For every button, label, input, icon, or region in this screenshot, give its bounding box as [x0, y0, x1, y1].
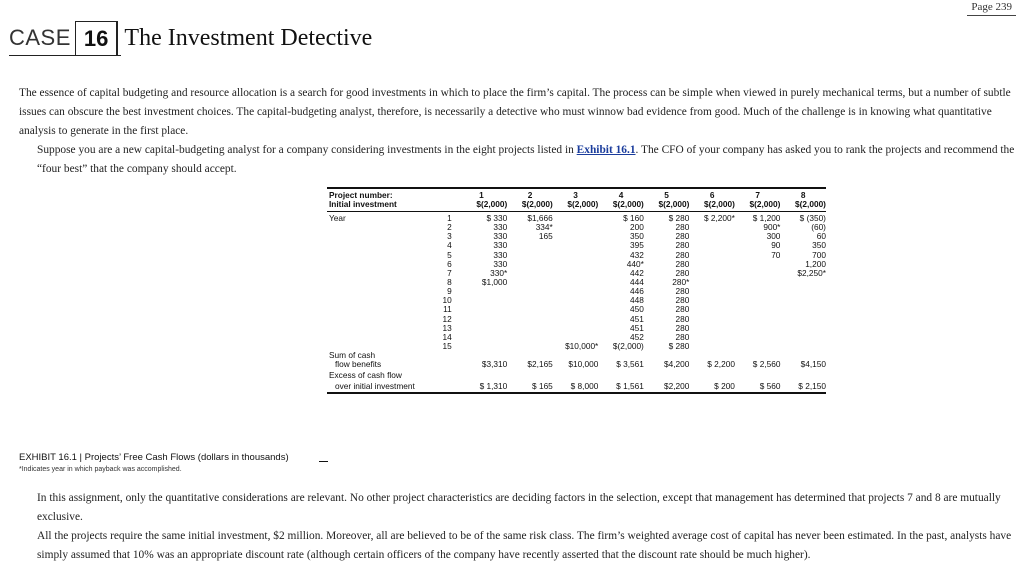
investment-cell: $(2,000) [612, 199, 644, 209]
project-header: 7 [755, 190, 760, 200]
cash-flow-cell [553, 251, 599, 260]
cash-flow-cell [780, 296, 826, 305]
initial-investment-label: Initial investment [329, 199, 397, 209]
table-row [327, 241, 826, 250]
intro-p2-text-end: . The CFO of your company has asked you to rank the projects and recommend the “four best” that the company should accept. [37, 144, 1015, 176]
cash-flow-cell: 900* [763, 222, 781, 233]
cash-flow-cell: $ 160 [623, 213, 644, 223]
year-number: 11 [443, 304, 452, 315]
cash-flow-cell [507, 260, 553, 269]
cash-flow-cell [780, 305, 826, 314]
cash-flow-cell: 330 [493, 249, 508, 260]
cash-flow-cell [507, 287, 553, 296]
project-header: 1 [479, 190, 484, 200]
sum-cell: $3,310 [481, 359, 508, 370]
year-label [327, 287, 424, 296]
cash-flow-cell [456, 305, 507, 314]
excess-cell: $ 2,150 [798, 381, 826, 392]
cash-flow-cell: 280 [675, 267, 690, 278]
cash-flow-cell [689, 251, 735, 260]
cash-flow-cell [735, 269, 781, 278]
cash-flow-cell [780, 287, 826, 296]
cash-flow-cell: 440* [626, 258, 644, 269]
cash-flow-cell [780, 278, 826, 287]
intro-paragraph-2 [19, 141, 1019, 179]
cash-flow-cell [553, 269, 599, 278]
cash-flow-cell: 330 [493, 222, 508, 233]
cash-flow-cell [689, 241, 735, 250]
excess-cell: $ 560 [759, 381, 781, 392]
cash-flow-cell [735, 315, 781, 324]
excess-label-2: over initial investment [335, 381, 415, 392]
excess-row [327, 382, 826, 391]
cash-flow-cell [689, 315, 735, 324]
cash-flow-cell: (60) [811, 222, 826, 233]
year-number: 5 [447, 249, 452, 260]
cash-flow-cell [553, 232, 599, 241]
sum-cell: $4,150 [800, 359, 826, 370]
year-number: 13 [442, 322, 452, 333]
year-label [327, 278, 424, 287]
cash-flow-cell [507, 315, 553, 324]
intro-p2-text: Suppose you are a new capital-budgeting analyst for a company considering investments in the eight projects listed in [37, 144, 577, 156]
year-label [327, 260, 424, 269]
cash-flow-cell: $(2,000) [612, 340, 644, 351]
year-number: 4 [447, 240, 452, 251]
cash-flow-cell: $10,000* [565, 340, 599, 351]
cash-flow-cell: $ 330 [486, 213, 508, 223]
cash-flow-cell [780, 333, 826, 342]
cash-flow-cell [689, 296, 735, 305]
table-bottom-rule [327, 392, 826, 394]
table-row [327, 296, 826, 305]
cash-flow-cell: 70 [771, 249, 781, 260]
cash-flow-cell: 330 [493, 231, 508, 242]
cash-flow-cell: $1,000 [481, 276, 508, 287]
cash-flow-cell [553, 315, 599, 324]
cash-flow-cell [735, 324, 781, 333]
cash-flow-cell [735, 305, 781, 314]
cash-flow-cell [456, 287, 507, 296]
year-label: Year [329, 213, 346, 223]
year-number: 7 [447, 267, 452, 278]
cash-flow-cell: 452 [629, 331, 644, 342]
cash-flow-cell: 165 [538, 231, 553, 242]
case-title: The Investment Detective [117, 21, 372, 55]
year-number: 14 [442, 331, 452, 342]
cash-flow-cell: 280 [675, 258, 690, 269]
year-number: 6 [447, 258, 452, 269]
cash-flow-cell [553, 324, 599, 333]
cash-flow-cell: 280 [675, 313, 690, 324]
table-row [327, 223, 826, 232]
sum-cell: $ 2,560 [752, 359, 781, 370]
cash-flow-cell [735, 260, 781, 269]
cash-flow-cell [507, 305, 553, 314]
cash-flow-cell [507, 269, 553, 278]
cash-flow-cell [735, 287, 781, 296]
cash-flow-cell [689, 232, 735, 241]
excess-cell: $ 1,310 [479, 381, 508, 392]
cash-flow-cell: 280 [675, 322, 690, 333]
intro-paragraph-1: The essence of capital budgeting and resource allocation is a search for good investments in which to place the firm’s capital. The process can be simple when viewed in purely mechanical terms, but a number of subtle issues can obscure the best investment choices. The capital-budgeting analyst, therefore, is necessarily a detective who must winnow bad evidence from good. Much of the challenge is in knowing what quantitative analysis to generate in the first place. [19, 87, 1011, 138]
cash-flow-cell [780, 315, 826, 324]
cash-flow-cell: 300 [766, 231, 781, 242]
year-number: 12 [442, 313, 452, 324]
cash-flow-cell [735, 296, 781, 305]
investment-cell: $(2,000) [658, 199, 690, 209]
sum-label: Sum of cash [329, 350, 376, 361]
year-number: 9 [447, 286, 452, 297]
cash-flow-cell [507, 342, 553, 351]
cash-flow-cell [507, 241, 553, 250]
investment-cell: $(2,000) [749, 199, 781, 209]
exhibit-table [327, 187, 826, 394]
cash-flow-cell [553, 260, 599, 269]
case-number: 16 [75, 21, 117, 55]
cash-flow-cell: 448 [629, 295, 644, 306]
table-row [327, 315, 826, 324]
cash-flow-cell [553, 278, 599, 287]
cash-flow-cell: 200 [629, 222, 644, 233]
table-row [327, 342, 826, 351]
excess-cell: $2,200 [664, 381, 690, 392]
investment-cell: $(2,000) [703, 199, 735, 209]
year-number: 15 [442, 340, 452, 351]
table-row [327, 214, 826, 223]
cash-flow-cell [456, 315, 507, 324]
cash-flow-cell [507, 333, 553, 342]
year-label [327, 315, 424, 324]
table-row [327, 305, 826, 314]
exhibit-footnote: *Indicates year in which payback was accomplished. [19, 466, 182, 473]
excess-label: Excess of cash flow [329, 370, 402, 381]
page-number: Page 239 [967, 1, 1016, 16]
cash-flow-cell: $1,666 [527, 213, 553, 223]
cash-flow-cell: $ (350) [799, 213, 826, 223]
cash-flow-cell [689, 260, 735, 269]
year-label [327, 269, 424, 278]
cash-flow-cell: 280 [675, 295, 690, 306]
cash-flow-cell: 280 [675, 240, 690, 251]
exhibit-link[interactable]: Exhibit 16.1 [576, 144, 636, 156]
year-label [327, 241, 424, 250]
cash-flow-cell [780, 342, 826, 351]
case-header [9, 21, 372, 55]
sum-label-2: flow benefits [335, 359, 382, 370]
project-header: 2 [527, 190, 533, 200]
cash-flow-cell [456, 324, 507, 333]
cash-flow-cell [689, 333, 735, 342]
project-header: 6 [709, 190, 715, 200]
cash-flow-cell: 330* [490, 267, 508, 278]
case-label: CASE [9, 25, 71, 50]
project-header: 8 [800, 190, 806, 200]
cash-flow-cell: 450 [629, 304, 644, 315]
cash-flow-cell [553, 296, 599, 305]
cash-flow-cell: 60 [816, 231, 826, 242]
excess-label-row [327, 371, 826, 380]
cash-flow-cell: 700 [812, 249, 826, 260]
cash-flow-cell: $ 1,200 [752, 213, 781, 223]
cash-flow-cell: 280 [675, 304, 690, 315]
cash-flow-cell [689, 342, 735, 351]
cash-flow-cell: 395 [629, 240, 644, 251]
investment-cell: $(2,000) [567, 199, 599, 209]
cash-flow-cell: 90 [771, 240, 781, 251]
year-number: 8 [447, 276, 452, 287]
project-header: 3 [573, 190, 578, 200]
cash-flow-cell: $2,250* [797, 267, 826, 278]
cash-flow-cell [507, 251, 553, 260]
cash-flow-cell [689, 269, 735, 278]
cash-flow-cell: 280 [675, 249, 690, 260]
cash-flow-cell [689, 287, 735, 296]
cash-flow-cell [456, 342, 507, 351]
sum-cell: $2,165 [527, 359, 553, 370]
year-rows [327, 214, 826, 351]
cash-flow-cell [735, 333, 781, 342]
year-label [327, 232, 424, 241]
cash-flow-cell [689, 278, 735, 287]
cash-flow-cell [553, 214, 599, 223]
cash-flow-cell [553, 287, 599, 296]
sum-cell: $ 3,561 [616, 359, 644, 370]
cash-flow-cell [553, 305, 599, 314]
sum-cell: $10,000 [568, 359, 599, 370]
cash-flow-cell: $ 280 [668, 340, 690, 351]
sum-cell: $4,200 [664, 359, 690, 370]
sum-cell: $ 2,200 [707, 359, 735, 370]
year-label [327, 324, 424, 333]
table-row [327, 278, 826, 287]
cash-flow-cell: 446 [629, 286, 644, 297]
cash-flow-cell [507, 324, 553, 333]
cash-flow-cell: 442 [629, 267, 644, 278]
sum-row [327, 360, 826, 369]
year-number: 3 [447, 231, 452, 242]
cash-flow-cell [456, 333, 507, 342]
table-header-rule [327, 211, 826, 212]
cash-flow-cell: 451 [629, 313, 644, 324]
cash-flow-cell: 1,200 [805, 258, 826, 269]
cash-flow-cell: 334* [535, 222, 553, 233]
cash-flow-cell: 330 [493, 240, 508, 251]
cash-flow-cell: 280 [675, 286, 690, 297]
cash-flow-cell [735, 342, 781, 351]
outro-paragraph-1: In this assignment, only the quantitative considerations are relevant. No other project characteristics are deciding factors in the selection, except that management has determined that projects 7 and 8 are mutually exclusive. [37, 492, 1001, 524]
cash-flow-cell: 444 [629, 276, 644, 287]
cash-flow-cell: 280 [675, 222, 690, 233]
table-row [327, 287, 826, 296]
cash-flow-cell: 451 [629, 322, 644, 333]
cash-flow-cell [507, 296, 553, 305]
cash-flow-cell [553, 223, 599, 232]
table-row [327, 269, 826, 278]
cash-flow-cell: 280* [672, 276, 690, 287]
year-number: 2 [447, 222, 452, 233]
cash-flow-cell [689, 305, 735, 314]
investment-cell: $(2,000) [521, 199, 553, 209]
year-number: 10 [442, 295, 452, 306]
outro-paragraph-2: All the projects require the same initial investment, $2 million. Moreover, all are believed to be of the same risk class. The firm’s weighted average cost of capital has never been estimated. In the past, analysts have simply assumed that 10% was an appropriate discount rate (although certain officers of the company have recently asserted that the discount rate should be much higher). [37, 530, 1012, 562]
investment-cell: $(2,000) [795, 199, 826, 209]
table-row [327, 260, 826, 269]
year-label [327, 305, 424, 314]
cash-flow-cell [507, 278, 553, 287]
table-row [327, 324, 826, 333]
cash-flow-cell [689, 324, 735, 333]
year-label [327, 223, 424, 232]
excess-cell: $ 200 [714, 381, 735, 392]
project-header: 4 [618, 190, 624, 200]
excess-cell: $ 8,000 [570, 381, 599, 392]
project-header: 5 [664, 190, 669, 200]
header-rule [9, 55, 121, 56]
cash-flow-cell [553, 241, 599, 250]
cash-flow-cell [689, 223, 735, 232]
cash-flow-cell: 280 [675, 331, 690, 342]
cash-flow-cell [735, 278, 781, 287]
table-row [327, 251, 826, 260]
cash-flow-cell: $ 2,200* [703, 213, 735, 223]
table-row [327, 232, 826, 241]
year-label [327, 251, 424, 260]
cash-flow-cell: 350 [629, 231, 644, 242]
project-number-label: Project number: [329, 190, 393, 200]
caption-leader-rule [319, 461, 328, 462]
cash-flow-cell: 280 [675, 231, 690, 242]
investment-cell: $(2,000) [476, 199, 508, 209]
year-label [327, 333, 424, 342]
exhibit-caption: EXHIBIT 16.1 | Projects’ Free Cash Flows (dollars in thousands) [19, 452, 289, 463]
cash-flow-cell: 350 [812, 240, 826, 251]
initial-investment-row [327, 200, 826, 209]
cash-flow-cell: 432 [629, 249, 644, 260]
cash-flow-cell: $ 280 [668, 213, 690, 223]
cash-flow-cell: 330 [493, 258, 508, 269]
table-top-rule [327, 187, 826, 189]
cash-flow-cell [456, 296, 507, 305]
excess-cell: $ 1,561 [616, 381, 644, 392]
cash-flow-cell [780, 324, 826, 333]
year-number: 1 [447, 213, 452, 223]
year-label [327, 296, 424, 305]
excess-cell: $ 165 [532, 381, 553, 392]
